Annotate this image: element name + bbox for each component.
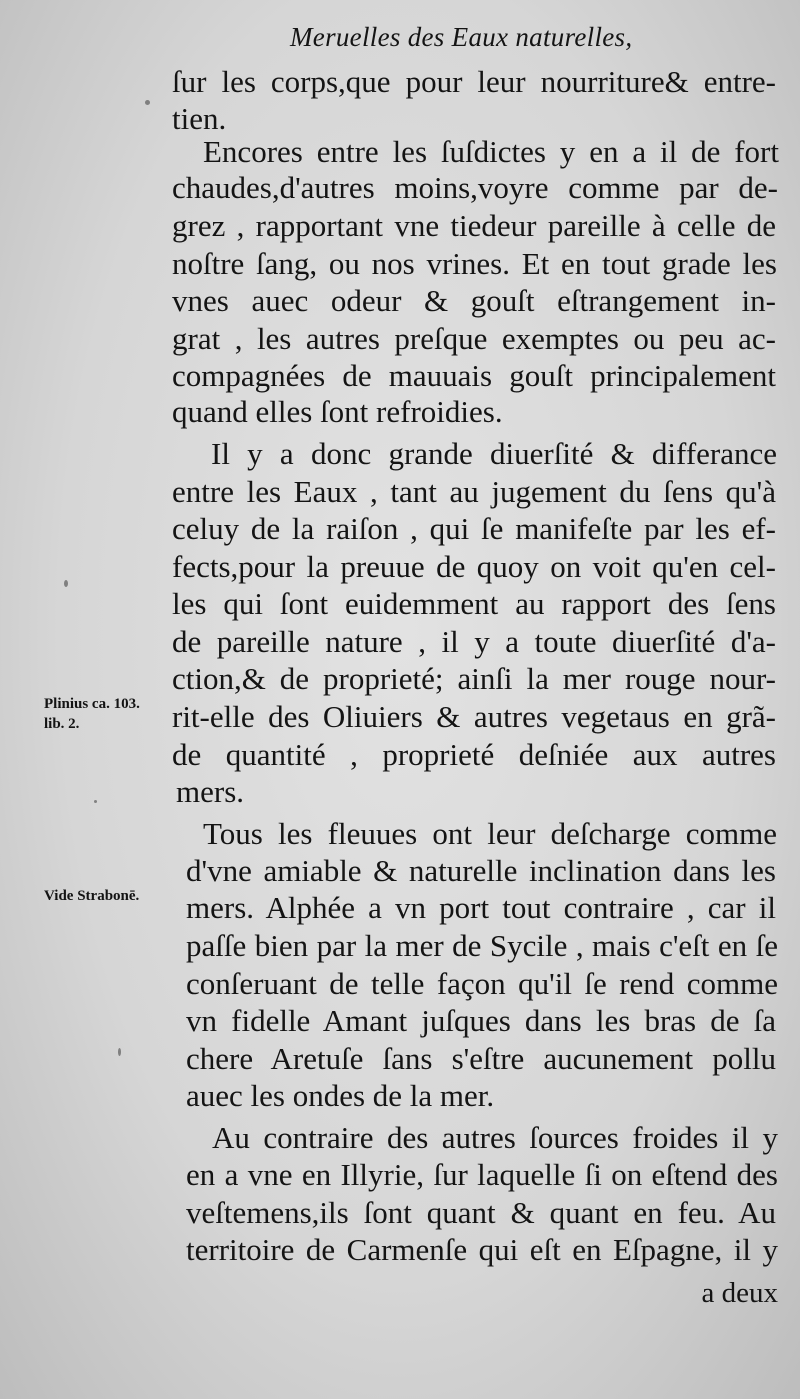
margin-note-line: Plinius ca. 103. (44, 696, 140, 712)
ink-speck (94, 800, 97, 803)
text-line: mers. Alphée a vn port tout contraire , car il (186, 890, 776, 925)
text-line: d'vne amiable & naturelle inclination dans les (186, 853, 776, 888)
text-line: tien. (172, 101, 227, 136)
margin-note-strabo (44, 886, 139, 906)
text-line: chere Aretuſe ſans s'eſtre aucunement pollu (186, 1041, 776, 1076)
text-line: ſur les corps,que pour leur nourriture& entre- (172, 64, 776, 99)
text-line: ction,& de proprieté; ainſi la mer rouge nour- (172, 661, 776, 696)
ink-speck (118, 1048, 121, 1056)
text-line: territoire de Carmenſe qui eſt en Eſpagne, il y (186, 1232, 778, 1267)
text-line: conſeruant de telle façon qu'il ſe rend comme (186, 966, 778, 1001)
ink-speck (64, 580, 68, 587)
text-line: entre les Eaux , tant au jugement du ſens qu'à (172, 474, 776, 509)
text-line: quand elles ſont refroidies. (172, 394, 503, 429)
text-line: rit-elle des Oliuiers & autres vegetaus en grã- (172, 699, 776, 734)
margin-note-plinius (44, 694, 140, 734)
text-line: en a vne en Illyrie, ſur laquelle ſi on eſtend des (186, 1157, 778, 1192)
text-line: vn fidelle Amant juſques dans les bras de ſa (186, 1003, 776, 1038)
text-line: fects,pour la preuue de quoy on voit qu'en cel- (172, 549, 776, 584)
text-line: de pareille nature , il y a toute diuerſité d'a- (172, 624, 776, 659)
text-line: de quantité , proprieté deſniée aux autres (172, 737, 776, 772)
text-line: chaudes,d'autres moins,voyre comme par de- (172, 170, 778, 205)
text-line: Tous les fleuues ont leur deſcharge comme (203, 816, 777, 851)
text-line: vnes auec odeur & gouſt eſtrangement in- (172, 283, 776, 318)
text-line: compagnées de mauuais gouſt principalement (172, 358, 776, 393)
text-line: noſtre ſang, ou nos vrines. Et en tout grade les (172, 246, 777, 281)
text-line: Il y a donc grande diuerſité & differance (211, 436, 777, 471)
text-line: auec les ondes de la mer. (186, 1078, 495, 1113)
text-line: paſſe bien par la mer de Sycile , mais c'eſt en ſe (186, 928, 778, 963)
running-header: Meruelles des Eaux naturelles, (290, 22, 633, 52)
text-line: veſtemens,ils ſont quant & quant en feu. Au (186, 1195, 776, 1230)
text-line: celuy de la raiſon , qui ſe manifeſte par les ef- (172, 511, 776, 546)
text-line: mers. (176, 774, 245, 809)
text-line: grat , les autres preſque exemptes ou peu ac- (172, 321, 776, 356)
ink-speck (145, 100, 150, 105)
text-line: grez , rapportant vne tiedeur pareille à celle de (172, 208, 776, 243)
text-line: Au contraire des autres ſources froides il y (212, 1120, 778, 1155)
text-line: Encores entre les ſuſdictes y en a il de fort (203, 134, 779, 169)
catchword: a deux (701, 1277, 778, 1309)
margin-note-line: lib. 2. (44, 716, 80, 732)
margin-note-line: Vide Strabonē. (44, 888, 140, 904)
text-line: les qui ſont euidemment au rapport des ſens (172, 586, 776, 621)
